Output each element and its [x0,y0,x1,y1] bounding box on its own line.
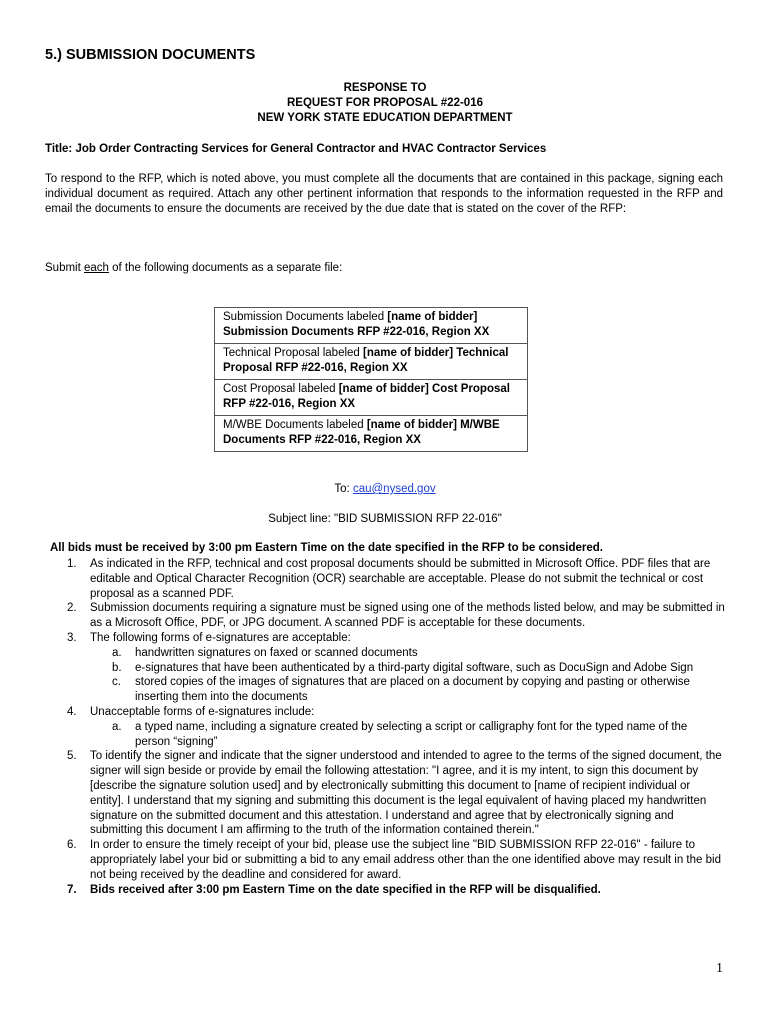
submit-each: each [84,262,109,274]
document-plain: Cost Proposal labeled [223,383,339,395]
list-text: To identify the signer and indicate that the signer understood and intended to agree to the terms of the signed document, the signer will sign beside or provide by email the following attestation: "I agree, and it is my intent, to sign this document by [describe the signature solution used] and by electronically submitting this document to [name of recipient individual or entity]. I understand that my signing and submitting this document is the legal equivalent of having placed my handwritten signature on the submitted document and this attestation. I understand and agree that by electronically signing and submitting this document I am affirming to the truth of the information contained therein." [90,750,722,837]
document-bold: [name of bidder] Technical Proposal RFP #22-016, Region XX [223,347,509,374]
sub-text: a typed name, including a signature created by selecting a script or calligraphy font for the typed name of the person “signing” [135,720,688,748]
sub-text: handwritten signatures on faxed or scanned documents [135,646,418,659]
list-number: 7. [67,883,77,896]
response-line-1: RESPONSE TO [343,82,427,94]
list-text: In order to ensure the timely receipt of your bid, please use the subject line "BID SUBMISSION RFP 22-016" - failure to appropriately label your bid or submitting a bid to any email address other than the one identified above may result in the bid not being received by the deadline and considered for award. [90,839,721,881]
rfp-title: Title: Job Order Contracting Services for General Contractor and HVAC Contractor Services [45,143,547,155]
sub-letter: a. [112,646,122,659]
list-number: 5. [67,750,77,763]
instructions-list [45,557,725,897]
list-item [45,705,725,749]
document-cell [215,308,528,344]
sub-letter: b. [112,661,122,674]
sub-list-item [90,675,725,705]
response-line-3: NEW YORK STATE EDUCATION DEPARTMENT [257,112,513,124]
list-text: Submission documents requiring a signature must be signed using one of the methods listed below, and may be submitted in as a Microsoft Office, PDF, or JPG document. A scanned PDF is acceptable for these documents. [90,602,725,630]
document-plain: M/WBE Documents labeled [223,419,367,431]
email-link[interactable]: cau@nysed.gov [352,483,436,495]
list-number: 3. [67,631,77,644]
list-item [45,557,725,601]
sub-list-item [90,646,725,661]
submit-before: Submit [45,262,84,274]
sub-list-item [90,720,725,750]
table-row [215,380,528,416]
sub-text: e-signatures that have been authenticated by a third-party digital software, such as DocuSign and Adobe Sign [135,661,694,674]
bids-deadline-heading: All bids must be received by 3:00 pm Eastern Time on the date specified in the RFP to be considered. [50,542,603,554]
list-text: The following forms of e-signatures are acceptable: [90,631,351,644]
sub-text: stored copies of the images of signatures that are placed on a document by copying and pasting or otherwise inserting them into the documents [135,676,690,704]
list-text: As indicated in the RFP, technical and cost proposal documents should be submitted in Microsoft Office. PDF files that are editable and Optical Character Recognition (OCR) searchable are acceptable. Please do not submit the technical or cost proposal as a scanned PDF. [90,558,711,600]
list-text: Bids received after 3:00 pm Eastern Time on the date specified in the RFP will be disqualified. [90,883,601,896]
table-row [215,344,528,380]
list-text: Unacceptable forms of e-signatures include: [90,705,315,718]
document-bold: [name of bidder] M/WBE Documents RFP #22-016, Region XX [223,419,500,446]
document-cell [215,344,528,380]
list-item [45,631,725,705]
sub-list [90,720,725,750]
list-item [45,749,725,838]
sub-list-item [90,661,725,676]
document-bold: [name of bidder] Submission Documents RFP #22-016, Region XX [223,311,490,338]
list-item [45,601,725,631]
subject-line: Subject line: "BID SUBMISSION RFP 22-016" [268,513,502,525]
to-label: To: [334,483,353,495]
list-number: 1. [67,558,77,570]
intro-paragraph: To respond to the RFP, which is noted above, you must complete all the documents that are contained in this package, signing each individual document as required. Attach any other pertinent information that responds to the information requested in the RFP and email the documents to ensure the documents are received by the due date that is stated on the cover of the RFP: [45,173,723,215]
document-cell [215,416,528,452]
documents-table [214,307,528,452]
sub-letter: c. [112,676,121,689]
page-number: 1 [716,961,723,976]
document-cell [215,380,528,416]
submit-instruction [45,262,342,274]
list-number: 2. [67,602,77,615]
list-item [45,838,725,882]
sub-letter: a. [112,720,122,733]
response-line-2: REQUEST FOR PROPOSAL #22-016 [287,97,483,109]
document-bold: [name of bidder] Cost Proposal RFP #22-016, Region XX [223,383,510,410]
list-number: 4. [67,705,77,718]
document-plain: Submission Documents labeled [223,311,388,323]
to-line [0,483,770,495]
submit-after: of the following documents as a separate file: [108,262,343,274]
list-item [45,883,725,898]
table-row [215,416,528,452]
sub-list [90,646,725,705]
section-heading: 5.) SUBMISSION DOCUMENTS [45,47,256,63]
table-row [215,308,528,344]
document-plain: Technical Proposal labeled [223,347,364,359]
list-number: 6. [67,839,77,852]
